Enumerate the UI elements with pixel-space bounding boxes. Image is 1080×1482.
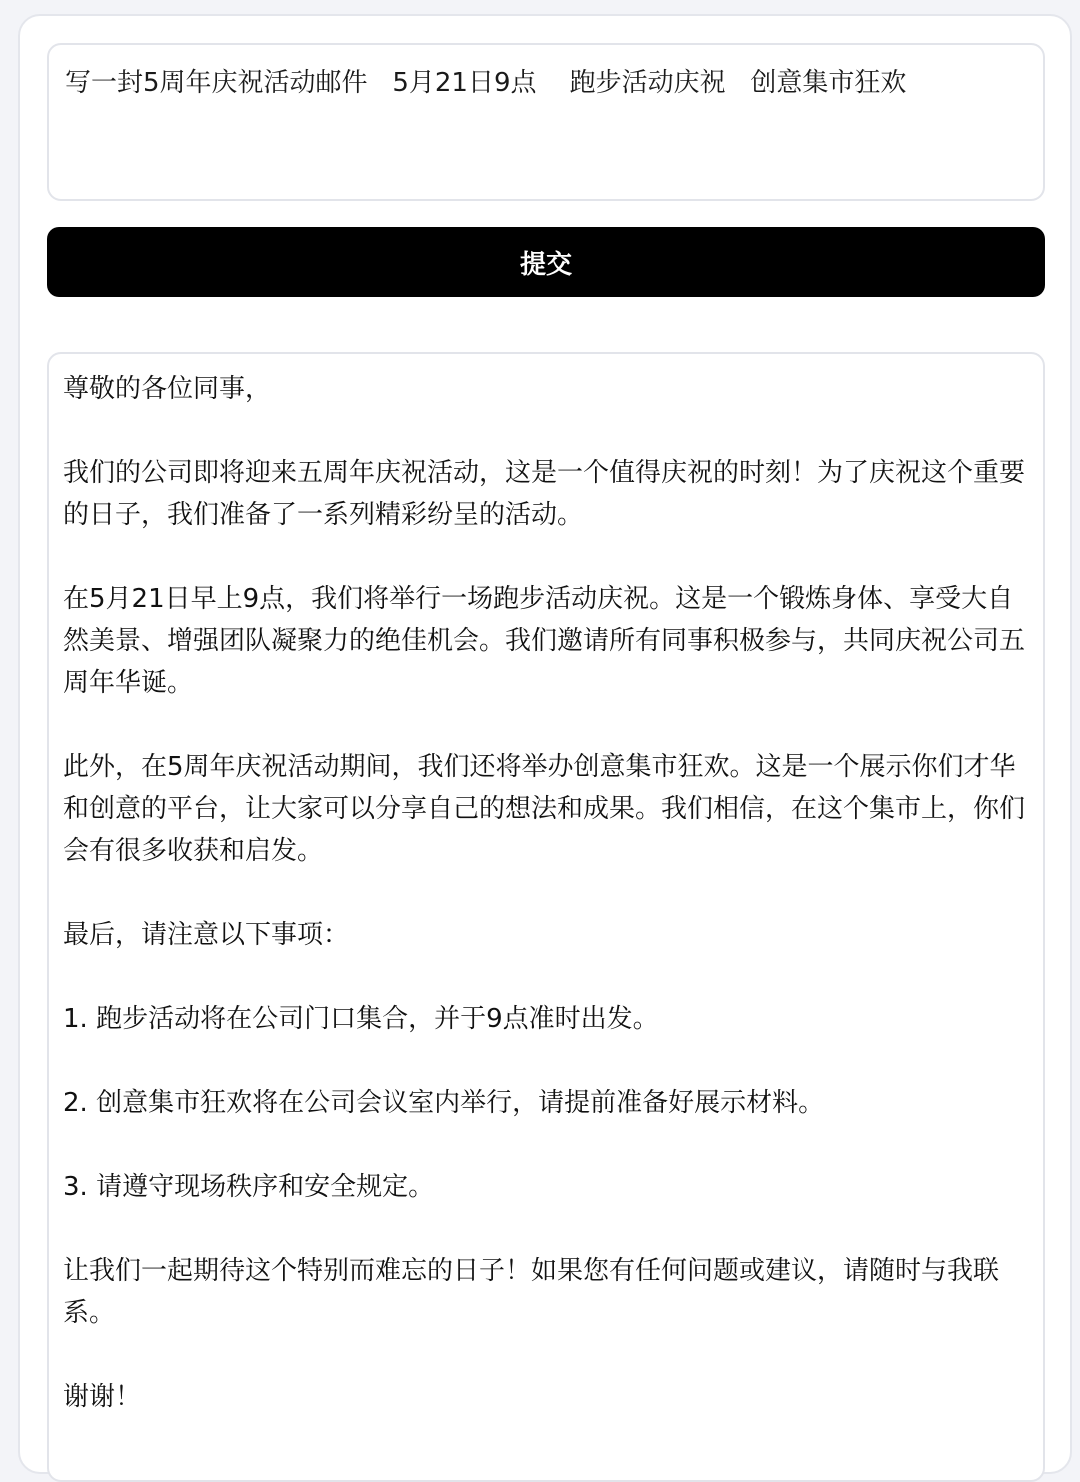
prompt-input[interactable]: 写一封5周年庆祝活动邮件 5月21日9点 跑步活动庆祝 创意集市狂欢 <box>47 43 1045 201</box>
email-notice-item-1: 1. 跑步活动将在公司门口集合，并于9点准时出发。 <box>63 1004 659 1034</box>
email-paragraph-market: 此外，在5周年庆祝活动期间，我们还将举办创意集市狂欢。这是一个展示你们才华和创意的平台，让大家可以分享自己的想法和成果。我们相信，在这个集市上，你们会有很多收获和启发。 <box>63 752 1026 866</box>
email-paragraph-running: 在5月21日早上9点，我们将举行一场跑步活动庆祝。这是一个锻炼身体、享受大自然美景、增强团队凝聚力的绝佳机会。我们邀请所有同事积极参与，共同庆祝公司五周年华诞。 <box>63 584 1026 698</box>
email-notice-item-3: 3. 请遵守现场秩序和安全规定。 <box>63 1172 435 1202</box>
submit-button[interactable]: 提交 <box>47 227 1045 297</box>
generated-email-output <box>47 352 1045 1482</box>
email-paragraph-intro: 我们的公司即将迎来五周年庆祝活动，这是一个值得庆祝的时刻！为了庆祝这个重要的日子，我们准备了一系列精彩纷呈的活动。 <box>63 458 1026 530</box>
email-greeting: 尊敬的各位同事， <box>63 374 272 404</box>
email-notice-item-2: 2. 创意集市狂欢将在公司会议室内举行，请提前准备好展示材料。 <box>63 1088 825 1118</box>
email-notice-heading: 最后，请注意以下事项： <box>63 920 350 950</box>
main-card <box>18 14 1072 1474</box>
email-closing: 让我们一起期待这个特别而难忘的日子！如果您有任何问题或建议，请随时与我联系。 <box>63 1256 1000 1328</box>
email-thanks: 谢谢！ <box>63 1382 142 1412</box>
